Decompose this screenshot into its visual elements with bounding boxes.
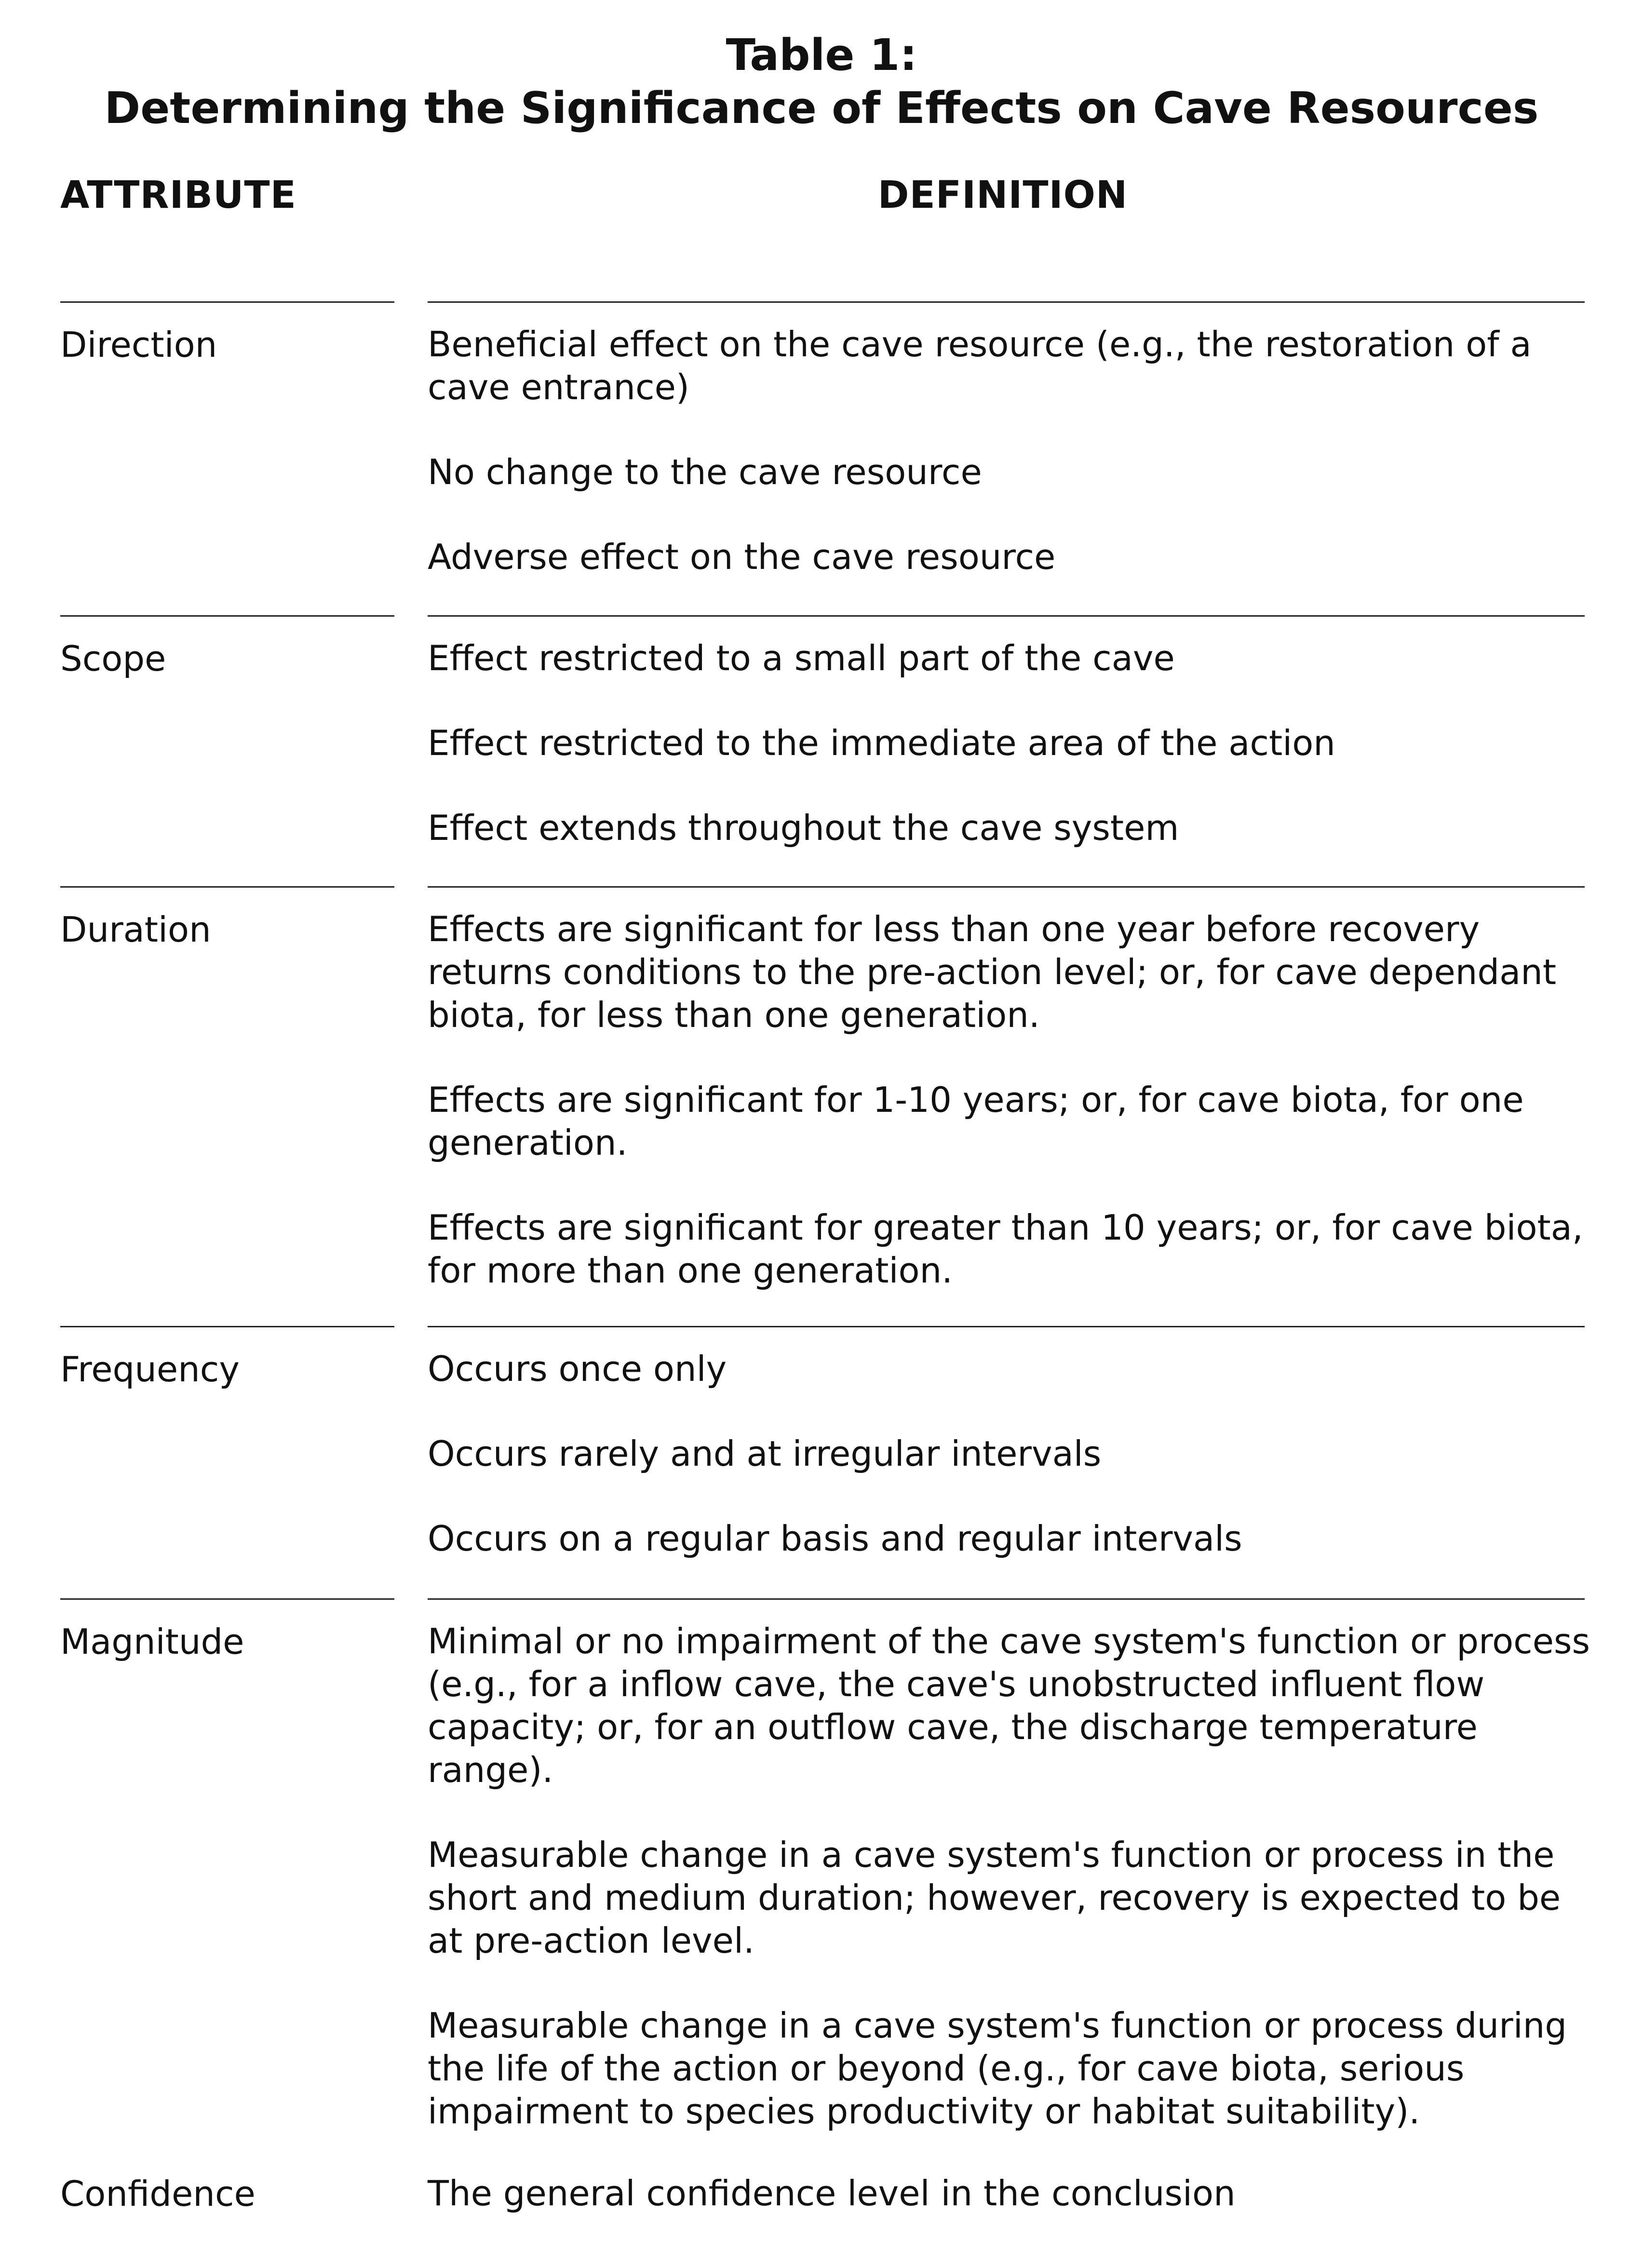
definition-item: Effect extends throughout the cave system	[428, 808, 1179, 848]
definition-item: Effects are significant for 1-10 years; or, for cave biota, for one generation.	[428, 1080, 1524, 1163]
definition-item: Measurable change in a cave system's function or process during the life of the action or beyond (e.g., for cave biota, serious impairment to species productivity or habitat suitability).	[428, 2005, 1567, 2132]
attribute-label: Frequency	[60, 1349, 240, 1390]
definition-item: Beneficial effect on the cave resource (e.g., the restoration of a cave entrance)	[428, 324, 1532, 407]
attribute-label: Magnitude	[60, 1621, 244, 1662]
definition-item: The general confidence level in the conclusion	[428, 2173, 1236, 2214]
table-title: Determining the Significance of Effects on Cave Resources	[104, 83, 1539, 134]
definition-item: No change to the cave resource	[428, 452, 982, 492]
definition-list	[428, 637, 1594, 891]
row-divider	[428, 1326, 1585, 1327]
definition-item: Effect restricted to the immediate area of the action	[428, 723, 1335, 763]
definition-item: Minimal or no impairment of the cave system's function or process (e.g., for a inflow cave, the cave's unobstructed influent flow capacity; or, for an outflow cave, the discharge temperature range).	[428, 1621, 1590, 1790]
definition-column-header: DEFINITION	[877, 174, 1128, 217]
definition-list	[428, 908, 1594, 1334]
row-divider	[60, 1326, 394, 1327]
definition-item: Occurs rarely and at irregular intervals	[428, 1433, 1102, 1474]
definition-list	[428, 1348, 1594, 1602]
definition-item: Measurable change in a cave system's function or process in the short and medium duration; however, recovery is expected to be at pre-action level.	[428, 1835, 1561, 1961]
definition-item: Occurs on a regular basis and regular intervals	[428, 1518, 1242, 1559]
row-divider	[60, 301, 394, 303]
definition-item: Effects are significant for less than one year before recovery returns conditions to the pre-action level; or, for cave dependant biota, for less than one generation.	[428, 909, 1557, 1035]
row-divider	[60, 1598, 394, 1600]
definition-list	[428, 2172, 1594, 2257]
definition-item: Occurs once only	[428, 1349, 727, 1389]
table-title-number: Table 1:	[726, 30, 917, 81]
definition-list	[428, 1620, 1594, 2175]
attribute-label: Duration	[60, 909, 211, 950]
row-divider	[428, 615, 1585, 617]
row-divider	[60, 886, 394, 888]
attribute-label: Direction	[60, 324, 217, 365]
attribute-label: Scope	[60, 638, 166, 679]
definition-item: Effect restricted to a small part of the cave	[428, 638, 1175, 678]
row-divider	[60, 615, 394, 617]
attribute-column-header: ATTRIBUTE	[60, 174, 296, 217]
attribute-label: Confidence	[60, 2174, 256, 2214]
row-divider	[428, 1598, 1585, 1600]
row-divider	[428, 886, 1585, 888]
definition-item: Effects are significant for greater than 10 years; or, for cave biota, for more than one generation.	[428, 1207, 1583, 1291]
definition-list	[428, 323, 1594, 621]
definition-item: Adverse effect on the cave resource	[428, 537, 1056, 577]
row-divider	[428, 301, 1585, 303]
